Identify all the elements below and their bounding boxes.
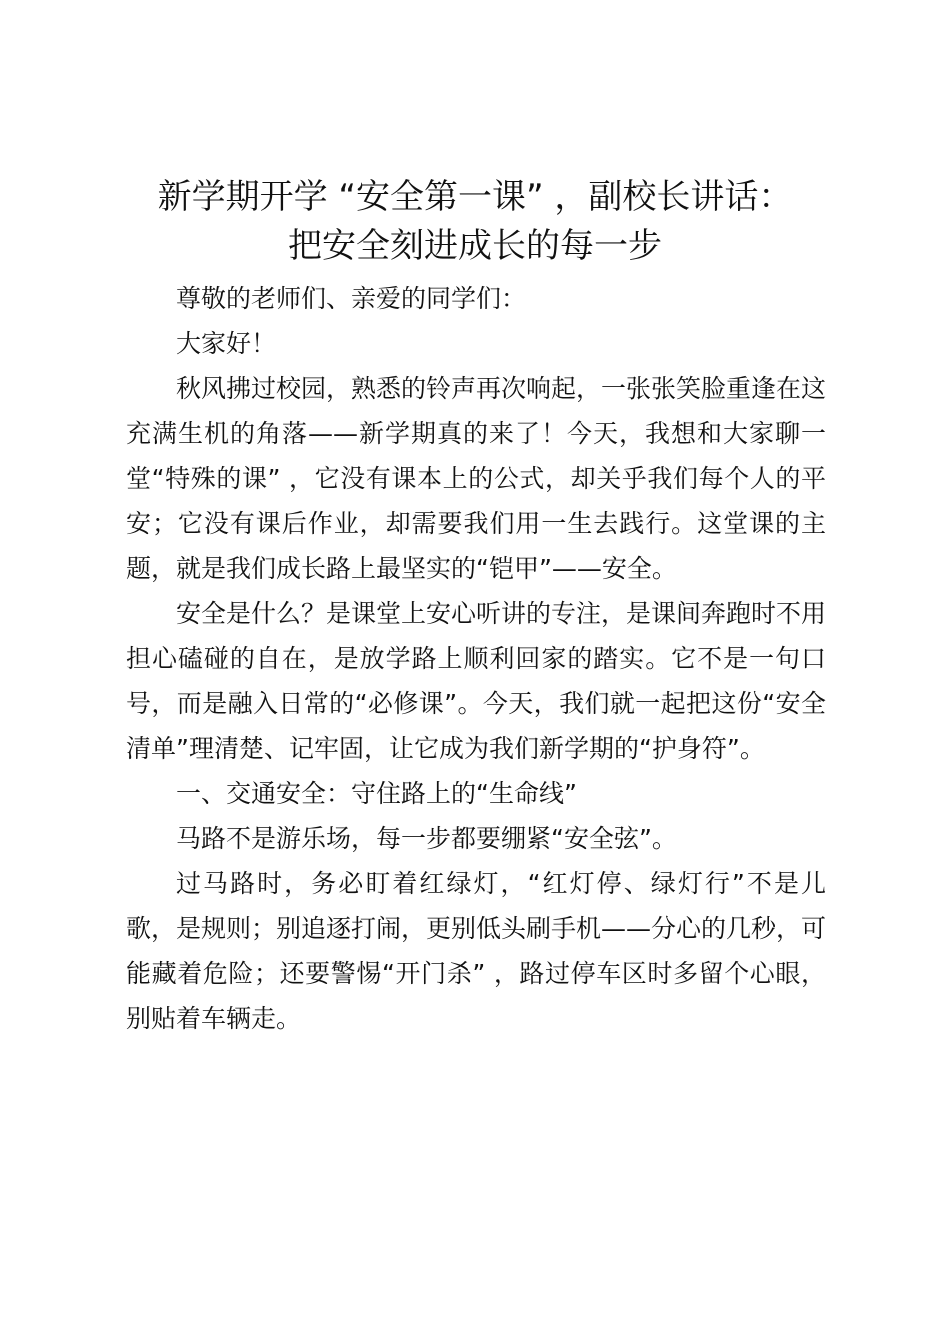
- safety-definition-paragraph: 安全是什么？是课堂上安心听讲的专注，是课间奔跑时不用担心磕碰的自在，是放学路上顺利回家的踏实。它不是一句口号，而是融入日常的“必修课”。今天，我们就一起把这份“安全清单”理清楚、记牢固，让它成为我们新学期的“护身符”。: [126, 599, 827, 763]
- document-body: [126, 276, 826, 1041]
- document-title-line-1: 新学期开学 “安全第一课” ，副校长讲话：: [157, 177, 793, 217]
- document-title-line-2: 把安全刻进成长的每一步: [288, 226, 662, 266]
- greeting-paragraph: 尊敬的老师们、亲爱的同学们：: [176, 284, 527, 313]
- traffic-detail-paragraph: 过马路时，务必盯着红绿灯，“红灯停、绿灯行”不是儿歌，是规则；别追逐打闹，更别低头刷手机——分心的几秒，可能藏着危险；还要警惕“开门杀” ，路过停车区时多留个心眼，别贴着车辆走。: [126, 869, 827, 1033]
- section-heading-traffic: 一、交通安全：守住路上的“生命线”: [176, 779, 577, 808]
- traffic-lead-paragraph: 马路不是游乐场，每一步都要绷紧“安全弦”。: [176, 824, 677, 853]
- intro-paragraph: 秋风拂过校园，熟悉的铃声再次响起，一张张笑脸重逢在这充满生机的角落——新学期真的来了！今天，我想和大家聊一堂“特殊的课” ，它没有课本上的公式，却关乎我们每个人的平安；它没有课后作业，却需要我们用一生去践行。这堂课的主题，就是我们成长路上最坚实的“铠甲”——安全。: [126, 374, 827, 583]
- hello-paragraph: 大家好！: [176, 329, 277, 358]
